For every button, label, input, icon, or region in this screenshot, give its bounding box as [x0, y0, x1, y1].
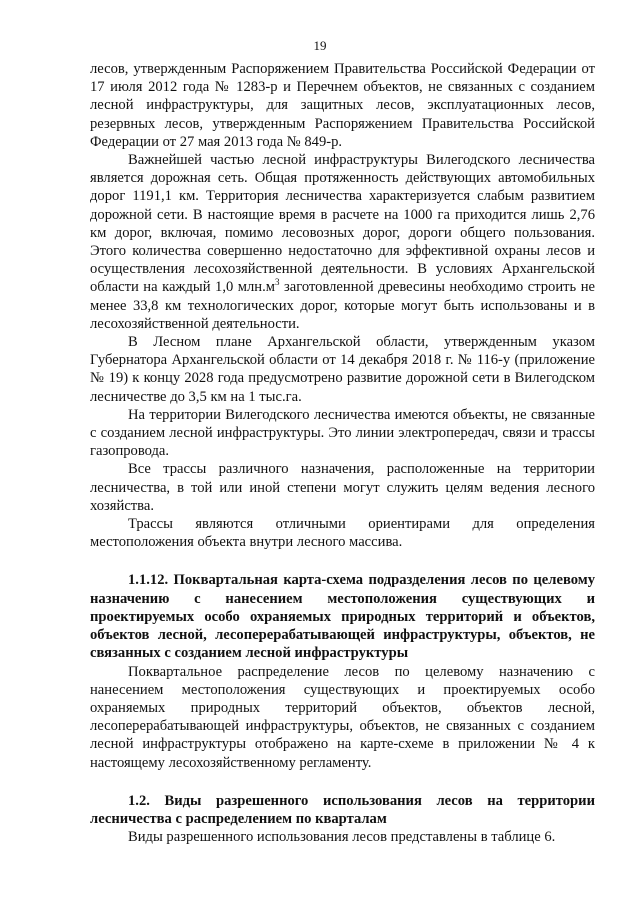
paragraph-road-network	[90, 151, 595, 333]
section-spacer	[90, 772, 595, 792]
section-body-1-2: Виды разрешенного использования лесов представлены в таблице 6.	[128, 829, 556, 846]
cubic-superscript: 3	[275, 277, 280, 288]
section-heading-1-1-12: 1.1.12. Поквартальная карта-схема подразделения лесов по целевому назначению с нанесением местоположения существующих и проектируемых особо охраняемых природных территорий и объектов, объектов лесной, лесоперерабатывающей инфраструктуры, объектов, не связанных с созданием лесной инфраструктуры	[90, 572, 595, 662]
paragraph-routes: Все трассы различного назначения, расположенные на территории лесничества, в той или иной степени могут служить целям ведения лесного хозяйства.	[90, 461, 595, 514]
section-heading-1-2: 1.2. Виды разрешенного использования лесов на территории лесничества с распределением по кварталам	[90, 792, 595, 827]
paragraph-forest-plan: В Лесном плане Архангельской области, утвержденным указом Губернатора Архангельской области от 14 декабря 2018 г. № 116-у (приложение № 19) к концу 2028 года предусмотрено развитие дорожной сети в Вилегодском лесничестве до 3,5 км на 1 тыс.га.	[90, 334, 595, 405]
paragraph-intro: лесов, утвержденным Распоряжением Правительства Российской Федерации от 17 июля 2012 года № 1283-р и Перечнем объектов, не связанных с созданием лесной инфраструктуры, для защитных лесов, эксплуатационных лесов, резервных лесов, утвержденным Распоряжением Правительства Российской Федерации от 27 мая 2013 года № 849-р.	[90, 61, 595, 150]
paragraph-landmarks: Трассы являются отличными ориентирами для определения местоположения объекта внутри лесного массива.	[90, 516, 595, 551]
section-body-1-1-12: Поквартальное распределение лесов по целевому назначению с нанесением местоположения существующих и проектируемых особо охраняемых природных территорий объектов, объектов лесной, лесоперерабатывающей инфраструктуры, объектов, не связанных с созданием лесной инфраструктуры отображено на карте-схеме в приложении № 4 к настоящему лесохозяйственному регламенту.	[90, 663, 595, 771]
page-number: 19	[313, 38, 327, 53]
paragraph-road-network-text: Важнейшей частью лесной инфраструктуры Вилегодского лесничества является дорожная сеть. Общая протяженность действующих автомобильных дорог 1191,1 км. Территория лесничества характеризуется слабым развитием дорожной сети. В настоящие время в расчете на 1000 га приходится лишь 2,76 км дорог, включая, помимо лесовозных дорог, дороги общего пользования. Этого количества совершенно недостаточно для эффективной охраны лесов и осуществления лесохозяйственной деятельности. В условиях Архангельской области на каждый 1,0 млн.м	[90, 152, 595, 296]
paragraph-non-infrastructure: На территории Вилегодского лесничества имеются объекты, не связанные с созданием лесной инфраструктуры. Это линии электропередач, связи и трассы газопровода.	[90, 406, 595, 460]
paragraph-road-network-tail: заготовленной древесины необходимо строить не менее 33,8 км технологических дорог, которые могут быть использованы и в лесохозяйственной деятельности.	[90, 279, 595, 332]
section-spacer	[90, 551, 595, 571]
page-content	[90, 60, 595, 846]
